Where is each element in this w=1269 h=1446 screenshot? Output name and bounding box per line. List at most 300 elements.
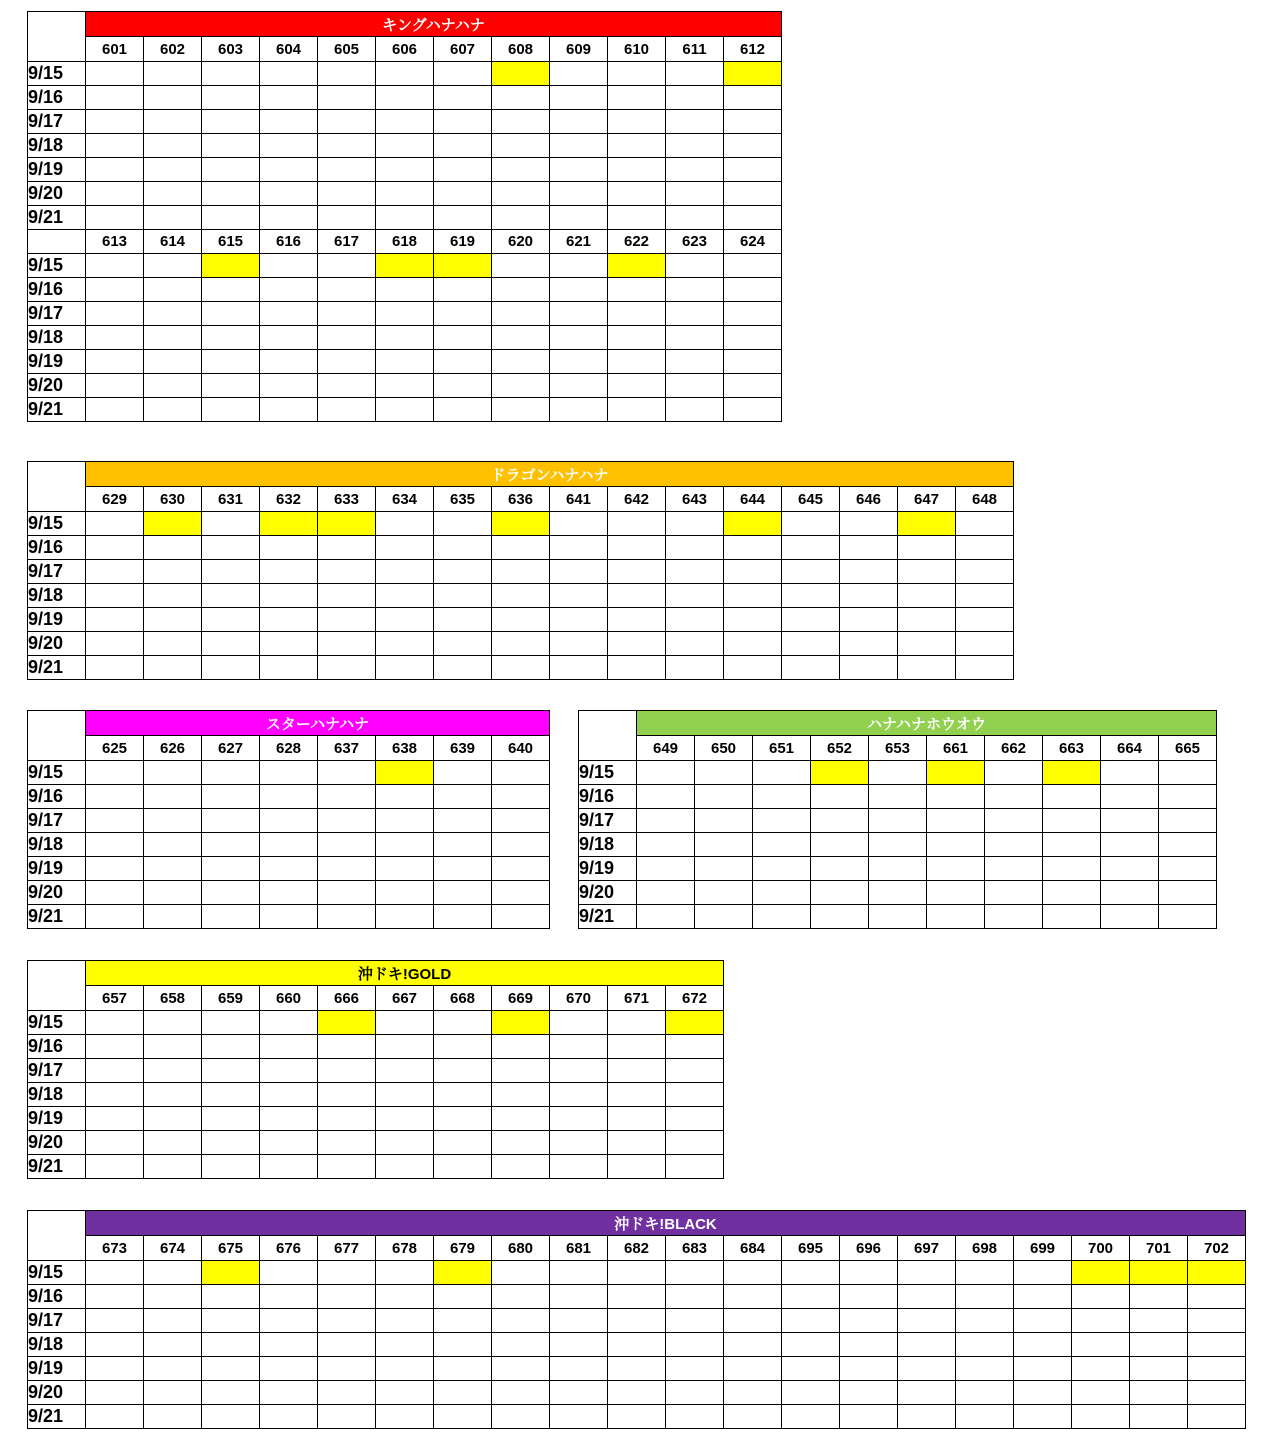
table-cell[interactable] (985, 833, 1043, 857)
table-cell[interactable] (376, 326, 434, 350)
highlighted-cell[interactable] (492, 512, 550, 536)
table-cell[interactable] (637, 881, 695, 905)
table-cell[interactable] (434, 857, 492, 881)
table-cell[interactable] (86, 278, 144, 302)
table-cell[interactable] (202, 1333, 260, 1357)
table-cell[interactable] (840, 656, 898, 680)
table-cell[interactable] (260, 206, 318, 230)
table-cell[interactable] (434, 134, 492, 158)
table-cell[interactable] (376, 656, 434, 680)
table-cell[interactable] (608, 560, 666, 584)
table-cell[interactable] (260, 1059, 318, 1083)
table-cell[interactable] (753, 785, 811, 809)
table-cell[interactable] (492, 857, 550, 881)
table-cell[interactable] (144, 1285, 202, 1309)
table-cell[interactable] (86, 560, 144, 584)
table-cell[interactable] (202, 1035, 260, 1059)
table-cell[interactable] (637, 857, 695, 881)
table-cell[interactable] (666, 1261, 724, 1285)
highlighted-cell[interactable] (1130, 1261, 1188, 1285)
table-cell[interactable] (608, 512, 666, 536)
table-cell[interactable] (434, 182, 492, 206)
table-cell[interactable] (956, 512, 1014, 536)
table-cell[interactable] (202, 656, 260, 680)
table-cell[interactable] (666, 182, 724, 206)
table-cell[interactable] (550, 632, 608, 656)
table-cell[interactable] (434, 584, 492, 608)
table-cell[interactable] (318, 302, 376, 326)
table-cell[interactable] (202, 374, 260, 398)
table-cell[interactable] (144, 905, 202, 929)
table-cell[interactable] (434, 1131, 492, 1155)
table-cell[interactable] (318, 1381, 376, 1405)
table-cell[interactable] (608, 1155, 666, 1179)
table-cell[interactable] (434, 206, 492, 230)
table-cell[interactable] (434, 809, 492, 833)
table-cell[interactable] (550, 182, 608, 206)
table-cell[interactable] (1188, 1285, 1246, 1309)
table-cell[interactable] (840, 560, 898, 584)
table-cell[interactable] (202, 350, 260, 374)
table-cell[interactable] (260, 656, 318, 680)
table-cell[interactable] (260, 1405, 318, 1429)
table-cell[interactable] (1101, 809, 1159, 833)
table-cell[interactable] (376, 1107, 434, 1131)
table-cell[interactable] (376, 62, 434, 86)
table-cell[interactable] (492, 206, 550, 230)
table-cell[interactable] (376, 1357, 434, 1381)
table-cell[interactable] (492, 182, 550, 206)
table-cell[interactable] (666, 254, 724, 278)
table-cell[interactable] (318, 1131, 376, 1155)
table-cell[interactable] (550, 110, 608, 134)
table-cell[interactable] (260, 632, 318, 656)
table-cell[interactable] (666, 302, 724, 326)
table-cell[interactable] (318, 350, 376, 374)
table-cell[interactable] (492, 881, 550, 905)
table-cell[interactable] (666, 1285, 724, 1309)
table-cell[interactable] (318, 833, 376, 857)
table-cell[interactable] (202, 1059, 260, 1083)
table-cell[interactable] (144, 1333, 202, 1357)
table-cell[interactable] (1159, 809, 1217, 833)
table-cell[interactable] (898, 608, 956, 632)
table-cell[interactable] (782, 536, 840, 560)
table-cell[interactable] (666, 398, 724, 422)
table-cell[interactable] (318, 1035, 376, 1059)
table-cell[interactable] (202, 833, 260, 857)
table-cell[interactable] (782, 1381, 840, 1405)
table-cell[interactable] (376, 1333, 434, 1357)
table-cell[interactable] (318, 1357, 376, 1381)
table-cell[interactable] (318, 656, 376, 680)
table-cell[interactable] (492, 302, 550, 326)
table-cell[interactable] (318, 584, 376, 608)
table-cell[interactable] (434, 374, 492, 398)
table-cell[interactable] (144, 656, 202, 680)
table-cell[interactable] (608, 1261, 666, 1285)
table-cell[interactable] (492, 134, 550, 158)
table-cell[interactable] (144, 584, 202, 608)
table-cell[interactable] (782, 656, 840, 680)
table-cell[interactable] (1014, 1381, 1072, 1405)
table-cell[interactable] (86, 1155, 144, 1179)
table-cell[interactable] (86, 134, 144, 158)
table-cell[interactable] (898, 1381, 956, 1405)
table-cell[interactable] (86, 182, 144, 206)
table-cell[interactable] (1043, 857, 1101, 881)
table-cell[interactable] (202, 158, 260, 182)
table-cell[interactable] (202, 1381, 260, 1405)
table-cell[interactable] (985, 881, 1043, 905)
table-cell[interactable] (376, 809, 434, 833)
table-cell[interactable] (376, 302, 434, 326)
table-cell[interactable] (434, 350, 492, 374)
table-cell[interactable] (376, 632, 434, 656)
table-cell[interactable] (666, 278, 724, 302)
table-cell[interactable] (492, 632, 550, 656)
table-cell[interactable] (260, 785, 318, 809)
table-cell[interactable] (86, 1357, 144, 1381)
table-cell[interactable] (840, 584, 898, 608)
table-cell[interactable] (144, 1357, 202, 1381)
table-cell[interactable] (144, 560, 202, 584)
table-cell[interactable] (434, 761, 492, 785)
table-cell[interactable] (86, 62, 144, 86)
table-cell[interactable] (724, 374, 782, 398)
table-cell[interactable] (840, 1357, 898, 1381)
table-cell[interactable] (144, 158, 202, 182)
table-cell[interactable] (550, 1107, 608, 1131)
table-cell[interactable] (724, 632, 782, 656)
table-cell[interactable] (376, 182, 434, 206)
highlighted-cell[interactable] (202, 1261, 260, 1285)
table-cell[interactable] (492, 374, 550, 398)
table-cell[interactable] (1188, 1357, 1246, 1381)
highlighted-cell[interactable] (898, 512, 956, 536)
table-cell[interactable] (811, 881, 869, 905)
table-cell[interactable] (608, 1309, 666, 1333)
table-cell[interactable] (144, 110, 202, 134)
table-cell[interactable] (840, 536, 898, 560)
table-cell[interactable] (86, 350, 144, 374)
table-cell[interactable] (550, 206, 608, 230)
table-cell[interactable] (376, 1309, 434, 1333)
table-cell[interactable] (434, 905, 492, 929)
table-cell[interactable] (144, 761, 202, 785)
table-cell[interactable] (144, 302, 202, 326)
table-cell[interactable] (260, 608, 318, 632)
table-cell[interactable] (260, 182, 318, 206)
table-cell[interactable] (666, 62, 724, 86)
table-cell[interactable] (260, 1309, 318, 1333)
table-cell[interactable] (782, 1285, 840, 1309)
table-cell[interactable] (550, 1011, 608, 1035)
table-cell[interactable] (434, 1405, 492, 1429)
table-cell[interactable] (608, 1285, 666, 1309)
table-cell[interactable] (1014, 1405, 1072, 1429)
highlighted-cell[interactable] (376, 761, 434, 785)
table-cell[interactable] (318, 158, 376, 182)
table-cell[interactable] (144, 350, 202, 374)
table-cell[interactable] (144, 857, 202, 881)
table-cell[interactable] (318, 254, 376, 278)
table-cell[interactable] (782, 560, 840, 584)
table-cell[interactable] (1101, 857, 1159, 881)
table-cell[interactable] (840, 1333, 898, 1357)
table-cell[interactable] (724, 1405, 782, 1429)
table-cell[interactable] (695, 905, 753, 929)
table-cell[interactable] (956, 1333, 1014, 1357)
table-cell[interactable] (1101, 833, 1159, 857)
table-cell[interactable] (753, 761, 811, 785)
table-cell[interactable] (1072, 1333, 1130, 1357)
table-cell[interactable] (492, 761, 550, 785)
table-cell[interactable] (1072, 1381, 1130, 1405)
table-cell[interactable] (260, 536, 318, 560)
table-cell[interactable] (260, 1131, 318, 1155)
highlighted-cell[interactable] (724, 62, 782, 86)
table-cell[interactable] (492, 86, 550, 110)
table-cell[interactable] (260, 1357, 318, 1381)
table-cell[interactable] (724, 86, 782, 110)
table-cell[interactable] (666, 584, 724, 608)
table-cell[interactable] (376, 881, 434, 905)
table-cell[interactable] (782, 1357, 840, 1381)
table-cell[interactable] (811, 905, 869, 929)
table-cell[interactable] (144, 254, 202, 278)
table-cell[interactable] (376, 1131, 434, 1155)
table-cell[interactable] (434, 512, 492, 536)
table-cell[interactable] (260, 158, 318, 182)
table-cell[interactable] (608, 1083, 666, 1107)
table-cell[interactable] (434, 536, 492, 560)
table-cell[interactable] (666, 608, 724, 632)
table-cell[interactable] (202, 86, 260, 110)
highlighted-cell[interactable] (608, 254, 666, 278)
table-cell[interactable] (434, 110, 492, 134)
table-cell[interactable] (492, 1083, 550, 1107)
table-cell[interactable] (869, 785, 927, 809)
table-cell[interactable] (86, 110, 144, 134)
table-cell[interactable] (318, 182, 376, 206)
table-cell[interactable] (1130, 1357, 1188, 1381)
table-cell[interactable] (1188, 1309, 1246, 1333)
table-cell[interactable] (434, 1035, 492, 1059)
table-cell[interactable] (608, 1333, 666, 1357)
table-cell[interactable] (1188, 1405, 1246, 1429)
table-cell[interactable] (86, 584, 144, 608)
table-cell[interactable] (202, 1285, 260, 1309)
table-cell[interactable] (666, 206, 724, 230)
table-cell[interactable] (318, 785, 376, 809)
table-cell[interactable] (86, 86, 144, 110)
table-cell[interactable] (434, 1059, 492, 1083)
table-cell[interactable] (1043, 785, 1101, 809)
table-cell[interactable] (492, 608, 550, 632)
table-cell[interactable] (144, 62, 202, 86)
table-cell[interactable] (376, 206, 434, 230)
table-cell[interactable] (318, 1107, 376, 1131)
table-cell[interactable] (869, 761, 927, 785)
table-cell[interactable] (869, 857, 927, 881)
table-cell[interactable] (144, 326, 202, 350)
table-cell[interactable] (608, 326, 666, 350)
table-cell[interactable] (144, 182, 202, 206)
table-cell[interactable] (840, 1405, 898, 1429)
table-cell[interactable] (260, 278, 318, 302)
table-cell[interactable] (724, 656, 782, 680)
table-cell[interactable] (1159, 785, 1217, 809)
table-cell[interactable] (637, 809, 695, 833)
table-cell[interactable] (86, 1309, 144, 1333)
table-cell[interactable] (1072, 1357, 1130, 1381)
table-cell[interactable] (376, 134, 434, 158)
table-cell[interactable] (86, 206, 144, 230)
highlighted-cell[interactable] (376, 254, 434, 278)
table-cell[interactable] (550, 656, 608, 680)
table-cell[interactable] (376, 560, 434, 584)
table-cell[interactable] (492, 1333, 550, 1357)
table-cell[interactable] (260, 1333, 318, 1357)
table-cell[interactable] (492, 254, 550, 278)
table-cell[interactable] (666, 1333, 724, 1357)
table-cell[interactable] (202, 632, 260, 656)
table-cell[interactable] (608, 86, 666, 110)
table-cell[interactable] (202, 326, 260, 350)
table-cell[interactable] (86, 326, 144, 350)
table-cell[interactable] (840, 1381, 898, 1405)
table-cell[interactable] (376, 833, 434, 857)
table-cell[interactable] (608, 1107, 666, 1131)
table-cell[interactable] (1159, 905, 1217, 929)
table-cell[interactable] (144, 278, 202, 302)
table-cell[interactable] (260, 254, 318, 278)
table-cell[interactable] (695, 809, 753, 833)
table-cell[interactable] (608, 182, 666, 206)
table-cell[interactable] (1188, 1333, 1246, 1357)
highlighted-cell[interactable] (492, 1011, 550, 1035)
highlighted-cell[interactable] (434, 1261, 492, 1285)
table-cell[interactable] (492, 833, 550, 857)
table-cell[interactable] (1159, 881, 1217, 905)
table-cell[interactable] (86, 1035, 144, 1059)
table-cell[interactable] (753, 905, 811, 929)
table-cell[interactable] (86, 656, 144, 680)
table-cell[interactable] (550, 1083, 608, 1107)
table-cell[interactable] (492, 785, 550, 809)
table-cell[interactable] (144, 785, 202, 809)
table-cell[interactable] (492, 350, 550, 374)
highlighted-cell[interactable] (318, 512, 376, 536)
table-cell[interactable] (550, 326, 608, 350)
table-cell[interactable] (86, 1083, 144, 1107)
table-cell[interactable] (782, 1309, 840, 1333)
table-cell[interactable] (86, 632, 144, 656)
table-cell[interactable] (144, 1309, 202, 1333)
table-cell[interactable] (202, 182, 260, 206)
table-cell[interactable] (260, 1261, 318, 1285)
table-cell[interactable] (724, 1285, 782, 1309)
table-cell[interactable] (492, 1309, 550, 1333)
table-cell[interactable] (811, 809, 869, 833)
table-cell[interactable] (840, 1309, 898, 1333)
table-cell[interactable] (86, 374, 144, 398)
table-cell[interactable] (956, 536, 1014, 560)
table-cell[interactable] (956, 560, 1014, 584)
table-cell[interactable] (144, 1083, 202, 1107)
table-cell[interactable] (724, 158, 782, 182)
table-cell[interactable] (608, 1131, 666, 1155)
table-cell[interactable] (956, 656, 1014, 680)
table-cell[interactable] (1101, 761, 1159, 785)
table-cell[interactable] (318, 857, 376, 881)
table-cell[interactable] (376, 905, 434, 929)
table-cell[interactable] (86, 1285, 144, 1309)
table-cell[interactable] (782, 608, 840, 632)
table-cell[interactable] (492, 809, 550, 833)
table-cell[interactable] (1159, 761, 1217, 785)
table-cell[interactable] (550, 350, 608, 374)
table-cell[interactable] (144, 86, 202, 110)
table-cell[interactable] (434, 62, 492, 86)
table-cell[interactable] (492, 1357, 550, 1381)
table-cell[interactable] (318, 761, 376, 785)
table-cell[interactable] (927, 833, 985, 857)
table-cell[interactable] (985, 761, 1043, 785)
table-cell[interactable] (376, 1059, 434, 1083)
table-cell[interactable] (1043, 833, 1101, 857)
highlighted-cell[interactable] (724, 512, 782, 536)
table-cell[interactable] (202, 809, 260, 833)
table-cell[interactable] (260, 110, 318, 134)
table-cell[interactable] (144, 398, 202, 422)
table-cell[interactable] (1159, 857, 1217, 881)
highlighted-cell[interactable] (1072, 1261, 1130, 1285)
highlighted-cell[interactable] (1188, 1261, 1246, 1285)
table-cell[interactable] (202, 1155, 260, 1179)
table-cell[interactable] (608, 608, 666, 632)
table-cell[interactable] (202, 110, 260, 134)
table-cell[interactable] (608, 1035, 666, 1059)
table-cell[interactable] (608, 536, 666, 560)
table-cell[interactable] (1130, 1309, 1188, 1333)
table-cell[interactable] (144, 1059, 202, 1083)
table-cell[interactable] (666, 1131, 724, 1155)
table-cell[interactable] (782, 1261, 840, 1285)
table-cell[interactable] (637, 905, 695, 929)
table-cell[interactable] (724, 350, 782, 374)
table-cell[interactable] (608, 1011, 666, 1035)
table-cell[interactable] (376, 86, 434, 110)
table-cell[interactable] (202, 62, 260, 86)
table-cell[interactable] (434, 632, 492, 656)
table-cell[interactable] (434, 1381, 492, 1405)
table-cell[interactable] (202, 584, 260, 608)
table-cell[interactable] (86, 1405, 144, 1429)
table-cell[interactable] (318, 1333, 376, 1357)
table-cell[interactable] (550, 584, 608, 608)
highlighted-cell[interactable] (144, 512, 202, 536)
table-cell[interactable] (492, 905, 550, 929)
table-cell[interactable] (927, 857, 985, 881)
highlighted-cell[interactable] (260, 512, 318, 536)
table-cell[interactable] (202, 857, 260, 881)
table-cell[interactable] (86, 1381, 144, 1405)
table-cell[interactable] (144, 833, 202, 857)
table-cell[interactable] (492, 1285, 550, 1309)
table-cell[interactable] (724, 182, 782, 206)
